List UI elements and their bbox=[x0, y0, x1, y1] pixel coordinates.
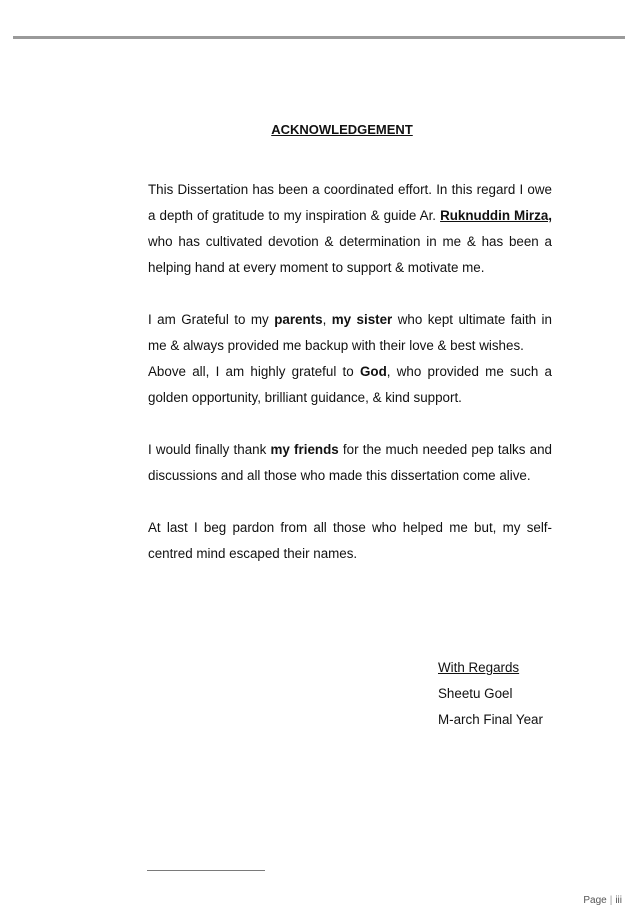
paragraph-god bbox=[148, 359, 552, 411]
page-number-label bbox=[583, 895, 622, 906]
god-text: God bbox=[359, 364, 387, 379]
paragraph-pardon: At last I beg pardon from all those who helped me but, my self-centred mind escaped their names. bbox=[148, 520, 552, 561]
paragraph-god-text-a: Above all, I am highly grateful to bbox=[148, 364, 360, 379]
paragraph-guide bbox=[148, 177, 552, 281]
page-separator: | bbox=[609, 895, 613, 906]
regards-text: With Regards bbox=[438, 660, 520, 675]
paragraph-friends bbox=[148, 437, 552, 489]
paragraph-family bbox=[148, 307, 552, 359]
paragraph-family-text-a: I am Grateful to my bbox=[148, 312, 275, 327]
page-word: Page bbox=[583, 895, 607, 906]
page-number: iii bbox=[615, 895, 622, 906]
friends-text: my friends bbox=[270, 442, 339, 457]
paragraph-god-text-b: , who provided me such a golden opportunity, brilliant guidance, & kind support. bbox=[148, 364, 552, 405]
parents-text: parents bbox=[274, 312, 323, 327]
paragraph-guide-text-a: This Dissertation has been a coordinated effort. In this regard I owe a depth of gratitude to my inspiration & guide Ar. bbox=[148, 182, 552, 223]
paragraph-family-comma: , bbox=[322, 312, 332, 327]
paragraph-friends-text-a: I would finally thank bbox=[148, 442, 271, 457]
header-rule bbox=[13, 36, 625, 39]
footnote-rule bbox=[147, 870, 265, 871]
paragraph-friends-text-b: for the much needed pep talks and discussions and all those who made this dissertation come alive. bbox=[148, 442, 552, 483]
guide-name: Ruknuddin Mirza, bbox=[440, 208, 552, 223]
acknowledgement-body bbox=[148, 177, 552, 567]
page-title: ACKNOWLEDGEMENT bbox=[271, 122, 413, 137]
paragraph-guide-text-b: who has cultivated devotion & determination in me & has been a helping hand at every moment to support & motivate me. bbox=[148, 234, 552, 275]
sister-text: my sister bbox=[331, 312, 393, 327]
author-name: Sheetu Goel bbox=[438, 686, 513, 701]
author-program: M-arch Final Year bbox=[438, 712, 543, 727]
paragraph-family-text-b: who kept ultimate faith in me & always provided me backup with their love & best wishes. bbox=[148, 312, 552, 353]
signoff-block bbox=[438, 655, 543, 733]
